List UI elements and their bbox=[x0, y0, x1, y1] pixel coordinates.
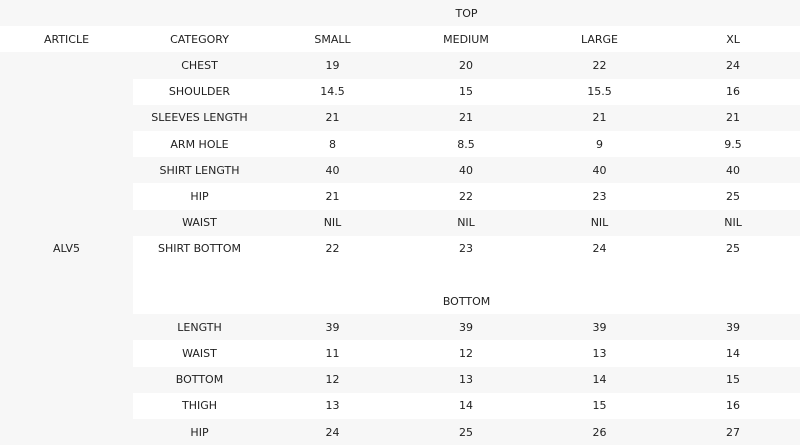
bottom-xl-cell: 15 bbox=[666, 367, 800, 393]
top-category-cell: SLEEVES LENGTH bbox=[133, 105, 266, 131]
top-small-cell: 40 bbox=[266, 157, 399, 183]
header-medium: MEDIUM bbox=[399, 26, 533, 52]
bottom-large-cell: 14 bbox=[533, 367, 666, 393]
top-large-cell: 40 bbox=[533, 157, 666, 183]
bottom-category-cell: THIGH bbox=[133, 393, 266, 419]
bottom-category-cell: HIP bbox=[133, 419, 266, 445]
bottom-small-cell: 13 bbox=[266, 393, 399, 419]
bottom-medium-cell: 13 bbox=[399, 367, 533, 393]
top-small-cell: NIL bbox=[266, 210, 399, 236]
top-section-title: TOP bbox=[133, 0, 800, 26]
top-large-cell: 15.5 bbox=[533, 79, 666, 105]
top-large-cell: 9 bbox=[533, 131, 666, 157]
top-small-cell: 19 bbox=[266, 52, 399, 78]
header-small: SMALL bbox=[266, 26, 399, 52]
top-xl-cell: 40 bbox=[666, 157, 800, 183]
bottom-category-cell: WAIST bbox=[133, 340, 266, 366]
bottom-xl-cell: 27 bbox=[666, 419, 800, 445]
bottom-category-cell: BOTTOM bbox=[133, 367, 266, 393]
top-category-cell: WAIST bbox=[133, 210, 266, 236]
top-small-cell: 14.5 bbox=[266, 79, 399, 105]
top-medium-cell: 22 bbox=[399, 183, 533, 209]
column-header-row bbox=[0, 26, 800, 52]
header-large: LARGE bbox=[533, 26, 666, 52]
top-large-cell: 21 bbox=[533, 105, 666, 131]
bottom-medium-cell: 14 bbox=[399, 393, 533, 419]
header-article: ARTICLE bbox=[0, 26, 133, 52]
bottom-small-cell: 12 bbox=[266, 367, 399, 393]
bottom-large-cell: 15 bbox=[533, 393, 666, 419]
top-medium-cell: 40 bbox=[399, 157, 533, 183]
bottom-large-cell: 13 bbox=[533, 340, 666, 366]
top-small-cell: 8 bbox=[266, 131, 399, 157]
top-xl-cell: 25 bbox=[666, 236, 800, 262]
top-section-header-row bbox=[0, 0, 800, 26]
top-category-cell: CHEST bbox=[133, 52, 266, 78]
top-medium-cell: 15 bbox=[399, 79, 533, 105]
bottom-medium-cell: 12 bbox=[399, 340, 533, 366]
bottom-small-cell: 11 bbox=[266, 340, 399, 366]
bottom-xl-cell: 16 bbox=[666, 393, 800, 419]
top-large-cell: 23 bbox=[533, 183, 666, 209]
top-large-cell: 22 bbox=[533, 52, 666, 78]
bottom-xl-cell: 39 bbox=[666, 314, 800, 340]
top-xl-cell: 24 bbox=[666, 52, 800, 78]
top-category-cell: ARM HOLE bbox=[133, 131, 266, 157]
top-xl-cell: 16 bbox=[666, 79, 800, 105]
top-small-cell: 21 bbox=[266, 105, 399, 131]
bottom-large-cell: 39 bbox=[533, 314, 666, 340]
top-category-cell: SHIRT BOTTOM bbox=[133, 236, 266, 262]
bottom-medium-cell: 39 bbox=[399, 314, 533, 340]
top-xl-cell: 9.5 bbox=[666, 131, 800, 157]
bottom-small-cell: 24 bbox=[266, 419, 399, 445]
top-category-cell: SHOULDER bbox=[133, 79, 266, 105]
top-large-cell: NIL bbox=[533, 210, 666, 236]
top-small-cell: 22 bbox=[266, 236, 399, 262]
top-medium-cell: 8.5 bbox=[399, 131, 533, 157]
bottom-section-title: BOTTOM bbox=[133, 288, 800, 314]
bottom-small-cell: 39 bbox=[266, 314, 399, 340]
top-medium-cell: 21 bbox=[399, 105, 533, 131]
top-xl-cell: 25 bbox=[666, 183, 800, 209]
top-category-cell: HIP bbox=[133, 183, 266, 209]
top-large-cell: 24 bbox=[533, 236, 666, 262]
top-category-cell: SHIRT LENGTH bbox=[133, 157, 266, 183]
top-medium-cell: NIL bbox=[399, 210, 533, 236]
top-medium-cell: 23 bbox=[399, 236, 533, 262]
top-medium-cell: 20 bbox=[399, 52, 533, 78]
top-xl-cell: NIL bbox=[666, 210, 800, 236]
bottom-medium-cell: 25 bbox=[399, 419, 533, 445]
top-xl-cell: 21 bbox=[666, 105, 800, 131]
top-small-cell: 21 bbox=[266, 183, 399, 209]
header-category: CATEGORY bbox=[133, 26, 266, 52]
article-value: ALV5 bbox=[0, 52, 133, 445]
bottom-large-cell: 26 bbox=[533, 419, 666, 445]
bottom-xl-cell: 14 bbox=[666, 340, 800, 366]
bottom-category-cell: LENGTH bbox=[133, 314, 266, 340]
header-xl: XL bbox=[666, 26, 800, 52]
table-row bbox=[0, 52, 800, 78]
